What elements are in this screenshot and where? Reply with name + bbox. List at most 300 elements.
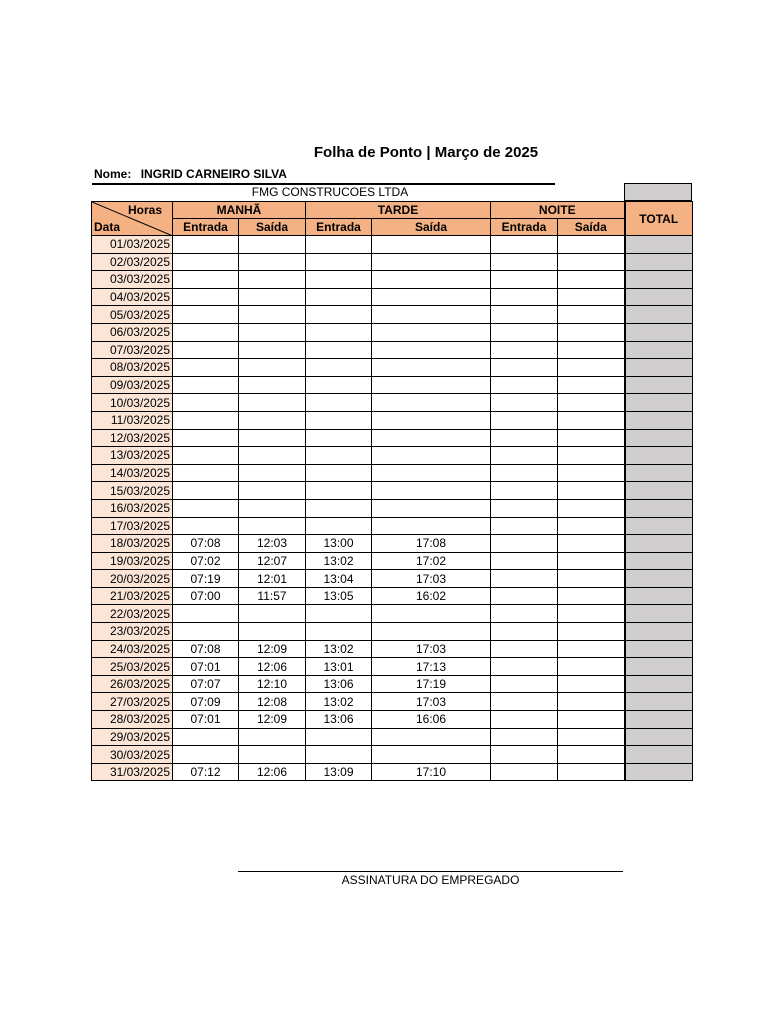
table-row [92, 447, 693, 465]
afternoon-in-cell [306, 376, 372, 394]
night-out-cell [558, 394, 625, 412]
table-row [92, 552, 693, 570]
morning-out-cell [239, 517, 306, 535]
table-row [92, 517, 693, 535]
afternoon-in-cell [306, 429, 372, 447]
afternoon-in-cell: 13:01 [306, 658, 372, 676]
morning-in-cell [173, 605, 239, 623]
afternoon-out-cell: 17:08 [372, 535, 491, 553]
total-cell [625, 236, 693, 254]
morning-in-cell: 07:08 [173, 640, 239, 658]
date-cell: 12/03/2025 [92, 429, 173, 447]
morning-out-cell [239, 605, 306, 623]
night-out-cell [558, 587, 625, 605]
night-in-cell [491, 306, 558, 324]
morning-in-cell [173, 499, 239, 517]
morning-out-cell [239, 253, 306, 271]
table-row [92, 236, 693, 254]
night-in-cell [491, 763, 558, 781]
total-cell [625, 746, 693, 764]
total-cell [625, 552, 693, 570]
total-cell [625, 675, 693, 693]
total-cell [625, 587, 693, 605]
total-cell [625, 464, 693, 482]
night-out-cell [558, 447, 625, 465]
night-in-cell [491, 411, 558, 429]
night-out-cell [558, 552, 625, 570]
afternoon-out-cell [372, 288, 491, 306]
date-cell: 19/03/2025 [92, 552, 173, 570]
afternoon-in-cell [306, 482, 372, 500]
period-header-night: NOITE [491, 202, 625, 219]
afternoon-out-header: Saída [372, 219, 491, 236]
night-in-cell [491, 570, 558, 588]
night-in-cell [491, 587, 558, 605]
morning-in-cell [173, 341, 239, 359]
morning-out-cell [239, 499, 306, 517]
afternoon-out-cell [372, 746, 491, 764]
morning-out-cell: 12:07 [239, 552, 306, 570]
night-out-cell [558, 728, 625, 746]
afternoon-in-cell [306, 359, 372, 377]
total-cell [625, 711, 693, 729]
morning-out-cell [239, 746, 306, 764]
afternoon-out-cell [372, 306, 491, 324]
total-cell [625, 570, 693, 588]
afternoon-out-cell [372, 464, 491, 482]
table-row [92, 711, 693, 729]
night-out-cell [558, 341, 625, 359]
morning-out-cell [239, 411, 306, 429]
morning-in-cell [173, 288, 239, 306]
total-cell [625, 535, 693, 553]
period-header-afternoon: TARDE [306, 202, 491, 219]
night-in-cell [491, 693, 558, 711]
night-in-cell [491, 482, 558, 500]
afternoon-in-cell: 13:02 [306, 640, 372, 658]
afternoon-out-cell [372, 482, 491, 500]
morning-out-cell [239, 323, 306, 341]
table-row [92, 640, 693, 658]
morning-in-cell: 07:12 [173, 763, 239, 781]
night-in-cell [491, 323, 558, 341]
afternoon-out-cell [372, 429, 491, 447]
morning-out-cell [239, 447, 306, 465]
table-row [92, 429, 693, 447]
date-cell: 26/03/2025 [92, 675, 173, 693]
total-cell [625, 306, 693, 324]
night-in-cell [491, 464, 558, 482]
afternoon-out-cell: 16:02 [372, 587, 491, 605]
afternoon-out-cell: 17:10 [372, 763, 491, 781]
night-out-cell [558, 535, 625, 553]
table-row [92, 746, 693, 764]
afternoon-out-cell [372, 447, 491, 465]
afternoon-in-cell: 13:05 [306, 587, 372, 605]
morning-in-cell [173, 271, 239, 289]
table-row [92, 482, 693, 500]
timesheet-table [91, 201, 693, 781]
table-row [92, 394, 693, 412]
date-cell: 22/03/2025 [92, 605, 173, 623]
night-out-cell [558, 464, 625, 482]
morning-in-cell [173, 482, 239, 500]
table-row [92, 728, 693, 746]
morning-out-cell: 12:03 [239, 535, 306, 553]
night-out-cell [558, 271, 625, 289]
afternoon-in-cell [306, 394, 372, 412]
morning-in-cell [173, 447, 239, 465]
afternoon-in-cell [306, 746, 372, 764]
night-out-cell [558, 253, 625, 271]
morning-in-cell [173, 464, 239, 482]
afternoon-out-cell: 16:06 [372, 711, 491, 729]
night-out-cell [558, 359, 625, 377]
night-out-cell [558, 675, 625, 693]
morning-in-cell [173, 236, 239, 254]
total-header: TOTAL [625, 202, 693, 236]
night-in-cell [491, 341, 558, 359]
morning-in-cell [173, 253, 239, 271]
afternoon-out-cell [372, 605, 491, 623]
total-cell [625, 623, 693, 641]
date-cell: 28/03/2025 [92, 711, 173, 729]
morning-out-cell: 12:08 [239, 693, 306, 711]
date-cell: 11/03/2025 [92, 411, 173, 429]
night-out-cell [558, 605, 625, 623]
afternoon-in-cell: 13:02 [306, 552, 372, 570]
afternoon-in-cell: 13:04 [306, 570, 372, 588]
night-in-cell [491, 359, 558, 377]
morning-in-cell [173, 376, 239, 394]
morning-out-cell: 12:09 [239, 640, 306, 658]
total-cell [625, 376, 693, 394]
date-cell: 25/03/2025 [92, 658, 173, 676]
page-title: Folha de Ponto | Março de 2025 [313, 144, 539, 161]
afternoon-out-cell: 17:13 [372, 658, 491, 676]
night-in-cell [491, 288, 558, 306]
night-out-cell [558, 376, 625, 394]
table-row [92, 763, 693, 781]
morning-out-cell: 12:09 [239, 711, 306, 729]
night-out-cell [558, 236, 625, 254]
date-cell: 21/03/2025 [92, 587, 173, 605]
afternoon-in-cell [306, 464, 372, 482]
night-in-cell [491, 236, 558, 254]
date-cell: 14/03/2025 [92, 464, 173, 482]
night-out-header: Saída [558, 219, 625, 236]
date-cell: 03/03/2025 [92, 271, 173, 289]
night-out-cell [558, 499, 625, 517]
night-out-cell [558, 306, 625, 324]
total-cell [625, 693, 693, 711]
afternoon-in-cell: 13:09 [306, 763, 372, 781]
night-out-cell [558, 570, 625, 588]
period-header-morning: MANHÃ [173, 202, 306, 219]
night-in-cell [491, 552, 558, 570]
night-in-cell [491, 675, 558, 693]
afternoon-out-cell [372, 728, 491, 746]
morning-in-cell [173, 411, 239, 429]
afternoon-out-cell [372, 359, 491, 377]
total-cell [625, 253, 693, 271]
table-row [92, 341, 693, 359]
afternoon-in-header: Entrada [306, 219, 372, 236]
afternoon-out-cell [372, 499, 491, 517]
night-in-cell [491, 640, 558, 658]
date-cell: 08/03/2025 [92, 359, 173, 377]
night-out-cell [558, 429, 625, 447]
morning-out-cell [239, 464, 306, 482]
afternoon-in-cell: 13:02 [306, 693, 372, 711]
night-in-cell [491, 535, 558, 553]
date-cell: 05/03/2025 [92, 306, 173, 324]
total-top-cell [624, 183, 692, 201]
afternoon-out-cell [372, 411, 491, 429]
total-cell [625, 323, 693, 341]
table-row [92, 323, 693, 341]
total-cell [625, 482, 693, 500]
afternoon-out-cell [372, 341, 491, 359]
morning-out-cell [239, 394, 306, 412]
morning-in-cell: 07:07 [173, 675, 239, 693]
morning-out-cell: 11:57 [239, 587, 306, 605]
employee-name-line [92, 165, 555, 185]
morning-out-header: Saída [239, 219, 306, 236]
afternoon-in-cell [306, 253, 372, 271]
table-row [92, 288, 693, 306]
total-cell [625, 728, 693, 746]
table-row [92, 271, 693, 289]
table-row [92, 675, 693, 693]
signature-label: ASSINATURA DO EMPREGADO [341, 873, 520, 887]
date-cell: 02/03/2025 [92, 253, 173, 271]
night-out-cell [558, 482, 625, 500]
date-cell: 29/03/2025 [92, 728, 173, 746]
total-cell [625, 394, 693, 412]
afternoon-out-cell [372, 517, 491, 535]
total-cell [625, 447, 693, 465]
afternoon-in-cell: 13:06 [306, 675, 372, 693]
date-cell: 15/03/2025 [92, 482, 173, 500]
morning-out-cell [239, 288, 306, 306]
morning-in-cell: 07:01 [173, 711, 239, 729]
table-row [92, 570, 693, 588]
night-out-cell [558, 323, 625, 341]
afternoon-out-cell [372, 236, 491, 254]
afternoon-in-cell [306, 411, 372, 429]
afternoon-out-cell: 17:02 [372, 552, 491, 570]
night-in-cell [491, 253, 558, 271]
night-in-cell [491, 623, 558, 641]
morning-in-cell: 07:01 [173, 658, 239, 676]
morning-in-cell [173, 359, 239, 377]
afternoon-in-cell [306, 271, 372, 289]
morning-in-cell [173, 306, 239, 324]
night-out-cell [558, 517, 625, 535]
night-out-cell [558, 693, 625, 711]
night-in-cell [491, 728, 558, 746]
total-cell [625, 640, 693, 658]
morning-out-cell [239, 623, 306, 641]
afternoon-in-cell [306, 341, 372, 359]
afternoon-in-cell [306, 447, 372, 465]
morning-in-cell [173, 394, 239, 412]
morning-out-cell [239, 376, 306, 394]
table-row [92, 623, 693, 641]
afternoon-out-cell [372, 623, 491, 641]
morning-out-cell [239, 271, 306, 289]
night-out-cell [558, 658, 625, 676]
corner-header-cell [92, 202, 173, 236]
table-row [92, 535, 693, 553]
signature-line [238, 871, 623, 872]
night-in-cell [491, 447, 558, 465]
afternoon-out-cell [372, 253, 491, 271]
date-cell: 17/03/2025 [92, 517, 173, 535]
table-row [92, 658, 693, 676]
date-cell: 07/03/2025 [92, 341, 173, 359]
total-cell [625, 658, 693, 676]
morning-in-cell [173, 517, 239, 535]
morning-in-cell: 07:02 [173, 552, 239, 570]
night-in-cell [491, 517, 558, 535]
afternoon-out-cell: 17:03 [372, 693, 491, 711]
afternoon-out-cell [372, 323, 491, 341]
night-in-header: Entrada [491, 219, 558, 236]
table-row [92, 411, 693, 429]
afternoon-in-cell [306, 623, 372, 641]
date-cell: 18/03/2025 [92, 535, 173, 553]
morning-in-cell [173, 623, 239, 641]
date-cell: 13/03/2025 [92, 447, 173, 465]
total-cell [625, 517, 693, 535]
morning-out-cell [239, 306, 306, 324]
night-out-cell [558, 623, 625, 641]
company-name: FMG CONSTRUCOES LTDA [251, 185, 409, 199]
date-cell: 23/03/2025 [92, 623, 173, 641]
morning-out-cell [239, 728, 306, 746]
afternoon-in-cell [306, 236, 372, 254]
afternoon-in-cell [306, 728, 372, 746]
morning-out-cell [239, 482, 306, 500]
night-out-cell [558, 763, 625, 781]
afternoon-out-cell [372, 376, 491, 394]
name-label: Nome: [94, 167, 132, 181]
night-in-cell [491, 711, 558, 729]
afternoon-out-cell: 17:03 [372, 640, 491, 658]
afternoon-in-cell [306, 306, 372, 324]
night-out-cell [558, 411, 625, 429]
corner-label-hours: Horas [127, 203, 162, 217]
table-row [92, 253, 693, 271]
morning-in-cell: 07:09 [173, 693, 239, 711]
table-row [92, 499, 693, 517]
morning-in-cell [173, 323, 239, 341]
table-row [92, 306, 693, 324]
table-row [92, 359, 693, 377]
employee-name: INGRID CARNEIRO SILVA [140, 167, 287, 181]
morning-in-cell [173, 728, 239, 746]
night-out-cell [558, 640, 625, 658]
date-cell: 24/03/2025 [92, 640, 173, 658]
night-out-cell [558, 711, 625, 729]
night-out-cell [558, 746, 625, 764]
total-cell [625, 341, 693, 359]
table-row [92, 376, 693, 394]
afternoon-out-cell [372, 394, 491, 412]
afternoon-in-cell [306, 517, 372, 535]
morning-in-cell: 07:00 [173, 587, 239, 605]
afternoon-in-cell: 13:06 [306, 711, 372, 729]
total-cell [625, 429, 693, 447]
afternoon-in-cell [306, 288, 372, 306]
morning-in-cell: 07:19 [173, 570, 239, 588]
night-in-cell [491, 746, 558, 764]
afternoon-out-cell: 17:19 [372, 675, 491, 693]
date-cell: 10/03/2025 [92, 394, 173, 412]
night-out-cell [558, 288, 625, 306]
morning-in-cell [173, 429, 239, 447]
night-in-cell [491, 605, 558, 623]
morning-out-cell: 12:06 [239, 658, 306, 676]
night-in-cell [491, 394, 558, 412]
morning-out-cell [239, 341, 306, 359]
morning-in-cell [173, 746, 239, 764]
timesheet-body [92, 236, 693, 781]
night-in-cell [491, 658, 558, 676]
total-cell [625, 763, 693, 781]
total-cell [625, 499, 693, 517]
morning-out-cell [239, 429, 306, 447]
date-cell: 06/03/2025 [92, 323, 173, 341]
corner-label-date: Data [94, 220, 121, 234]
table-row [92, 693, 693, 711]
night-in-cell [491, 271, 558, 289]
night-in-cell [491, 499, 558, 517]
afternoon-out-cell [372, 271, 491, 289]
morning-out-cell: 12:01 [239, 570, 306, 588]
morning-in-cell: 07:08 [173, 535, 239, 553]
morning-out-cell [239, 359, 306, 377]
morning-out-cell [239, 236, 306, 254]
table-row [92, 587, 693, 605]
afternoon-out-cell: 17:03 [372, 570, 491, 588]
table-row [92, 464, 693, 482]
total-cell [625, 359, 693, 377]
date-cell: 20/03/2025 [92, 570, 173, 588]
night-in-cell [491, 429, 558, 447]
morning-out-cell: 12:06 [239, 763, 306, 781]
morning-in-header: Entrada [173, 219, 239, 236]
date-cell: 01/03/2025 [92, 236, 173, 254]
total-cell [625, 605, 693, 623]
afternoon-in-cell [306, 323, 372, 341]
date-cell: 09/03/2025 [92, 376, 173, 394]
afternoon-in-cell [306, 605, 372, 623]
total-cell [625, 288, 693, 306]
total-cell [625, 271, 693, 289]
morning-out-cell: 12:10 [239, 675, 306, 693]
afternoon-in-cell: 13:00 [306, 535, 372, 553]
date-cell: 30/03/2025 [92, 746, 173, 764]
table-row [92, 605, 693, 623]
date-cell: 27/03/2025 [92, 693, 173, 711]
date-cell: 31/03/2025 [92, 763, 173, 781]
total-cell [625, 411, 693, 429]
afternoon-in-cell [306, 499, 372, 517]
date-cell: 16/03/2025 [92, 499, 173, 517]
